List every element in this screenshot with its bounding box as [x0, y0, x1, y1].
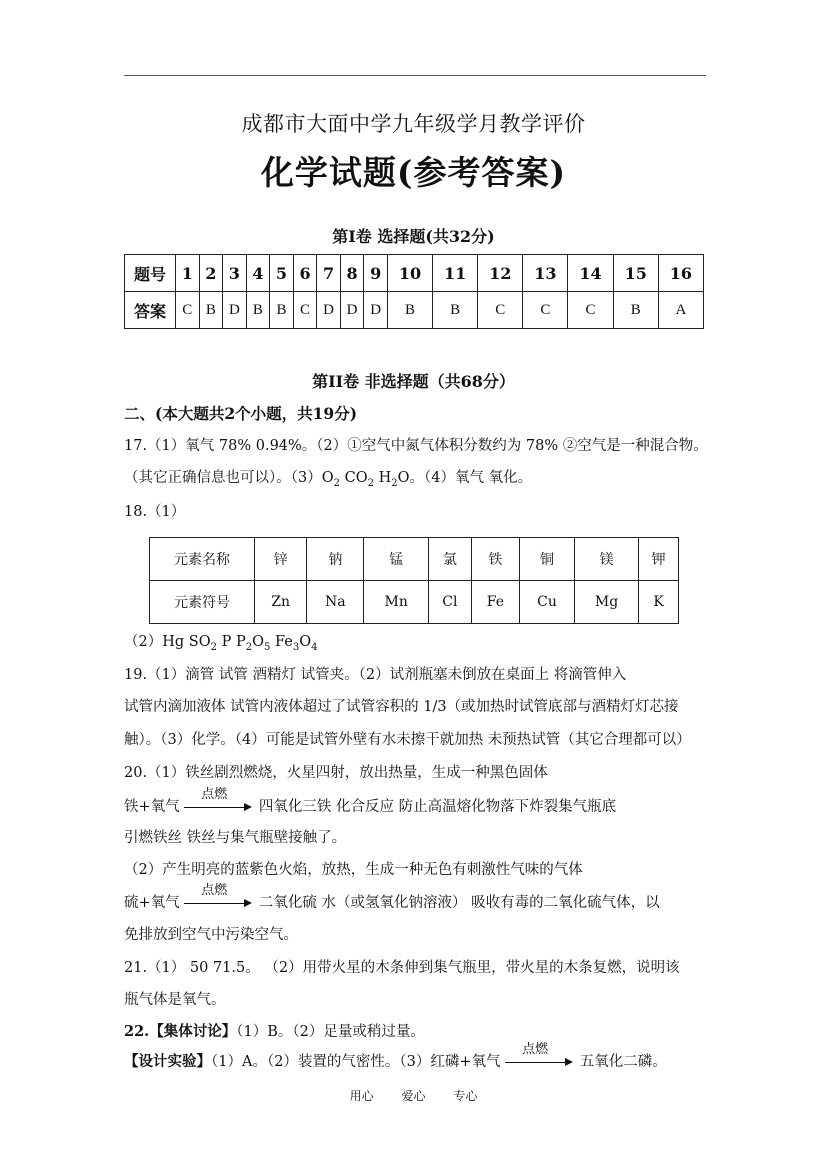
question-number: 14	[568, 255, 613, 292]
question-number: 3	[223, 255, 247, 292]
arrow-head-icon	[244, 899, 252, 907]
main-title: 化学试题(参考答案)	[260, 153, 567, 192]
answer-cell: C	[176, 292, 200, 329]
answer-cell: B	[246, 292, 270, 329]
element-name: 钾	[639, 538, 679, 581]
q18-text: O	[299, 634, 312, 650]
answer-row	[125, 292, 704, 329]
question-number: 9	[364, 255, 388, 292]
q18-text: O	[252, 634, 264, 650]
q22-text: 五氧化二磷。	[575, 1054, 667, 1070]
question-number: 4	[246, 255, 270, 292]
element-symbol-label: 元素符号	[150, 581, 255, 624]
subscript: 2	[210, 641, 217, 653]
answer-cell: B	[270, 292, 294, 329]
arrow-line	[184, 807, 248, 808]
q22-line2	[124, 1042, 667, 1071]
question-number: 2	[199, 255, 223, 292]
q17-text: O。（4）氧气 氧化。	[397, 470, 533, 486]
subscript: 2	[391, 477, 398, 489]
arrow-head-icon	[565, 1058, 573, 1066]
element-symbol: K	[639, 581, 679, 624]
question-number: 16	[658, 255, 703, 292]
element-symbol: Mn	[364, 581, 428, 624]
element-name-label: 元素名称	[150, 538, 255, 581]
answer-cell: C	[478, 292, 523, 329]
answer-cell: C	[523, 292, 568, 329]
arrow-label: 点燃	[201, 883, 228, 898]
answer-cell: B	[199, 292, 223, 329]
element-symbol: Na	[307, 581, 364, 624]
subscript: 3	[292, 641, 300, 653]
q18-label: 18.（1）	[124, 504, 186, 520]
section2-title: 二、(本大题共2个小题，共19分)	[124, 404, 358, 423]
q22-text: （1）B。（2）足量或稍过量。	[236, 1024, 425, 1040]
q20-line3: 引燃铁丝 铁丝与集气瓶壁接触了。	[124, 830, 347, 846]
answer-cell: C	[568, 292, 613, 329]
q17-text: （其它正确信息也可以）。（3）O	[124, 470, 334, 486]
page-footer	[0, 1087, 827, 1104]
q21-line2: 瓶气体是氧气。	[124, 992, 226, 1008]
element-symbol: Cu	[520, 581, 575, 624]
q17-text: H	[373, 470, 392, 486]
question-number: 6	[293, 255, 317, 292]
subscript: 4	[311, 641, 318, 653]
q18-text: （2）Hg SO	[124, 634, 211, 650]
ignite-arrow	[184, 787, 254, 813]
answer-row-label: 答案	[125, 292, 176, 329]
top-rule	[124, 75, 706, 76]
footer-item: 爱心	[401, 1089, 426, 1103]
element-name: 锰	[364, 538, 428, 581]
answer-cell: B	[433, 292, 478, 329]
school-title: 成都市大面中学九年级学月教学评价	[241, 112, 586, 136]
part1-title: 第Ⅰ卷 选择题(共32分)	[332, 227, 495, 246]
element-name: 钠	[307, 538, 364, 581]
element-symbol-row	[150, 581, 679, 624]
subscript: 2	[245, 641, 253, 653]
question-number: 7	[317, 255, 341, 292]
q20-text: 二氧化硫 水（或氢氧化钠溶液） 吸收有毒的二氧化硫气体，以	[254, 895, 660, 911]
q20-text: 硫+氧气	[124, 895, 185, 911]
question-number: 11	[433, 255, 478, 292]
q20-text: 铁+氧气	[124, 799, 185, 815]
q20-line4: （2）产生明亮的蓝紫色火焰，放热，生成一种无色有刺激性气味的气体	[124, 862, 583, 878]
element-name: 铁	[471, 538, 519, 581]
q19-line3: 触）。（3）化学。（4）可能是试管外壁有水未擦干就加热 未预热试管（其它合理都可以）	[124, 732, 691, 748]
answer-cell: B	[387, 292, 432, 329]
subscript: 5	[263, 641, 271, 653]
q20-line5	[124, 883, 660, 912]
element-name: 氯	[428, 538, 471, 581]
answer-cell: C	[293, 292, 317, 329]
q17-line1: 17.（1）氧气 78% 0.94%。（2）①空气中氮气体积分数约为 78% ②空气是一种混合物。	[124, 438, 708, 454]
footer-item: 专心	[453, 1089, 478, 1103]
arrow-label: 点燃	[522, 1042, 549, 1057]
element-table	[149, 537, 679, 624]
answer-cell: D	[223, 292, 247, 329]
q17-line2	[124, 466, 532, 489]
q18-text: Fe	[270, 634, 293, 650]
answer-cell: D	[317, 292, 341, 329]
element-name-row	[150, 538, 679, 581]
answer-cell: B	[613, 292, 658, 329]
answer-cell: D	[364, 292, 388, 329]
element-name: 镁	[574, 538, 638, 581]
arrow-head-icon	[244, 803, 252, 811]
number-row-label: 题号	[125, 255, 176, 292]
footer-item: 用心	[349, 1089, 374, 1103]
arrow-line	[505, 1062, 569, 1063]
q18-part2	[124, 630, 317, 653]
q22-text: （1）A。（2）装置的气密性。（3）红磷+氧气	[211, 1054, 506, 1070]
q22-line1	[124, 1020, 425, 1041]
q18-text: P P	[216, 634, 246, 650]
element-name: 铜	[520, 538, 575, 581]
element-symbol: Cl	[428, 581, 471, 624]
q22-heading: 【设计实验】	[124, 1053, 211, 1070]
ignite-arrow	[184, 883, 254, 909]
q20-line6: 免排放到空气中污染空气。	[124, 927, 298, 943]
part2-title: 第II卷 非选择题（共68分）	[312, 372, 515, 391]
question-number: 8	[340, 255, 364, 292]
q21-line1: 21.（1） 50 71.5。 （2）用带火星的木条伸到集气瓶里，带火星的木条复燃，说明该	[124, 960, 680, 976]
arrow-line	[184, 903, 248, 904]
arrow-label: 点燃	[201, 787, 228, 802]
answer-table	[124, 254, 704, 329]
question-number: 12	[478, 255, 523, 292]
question-number: 10	[387, 255, 432, 292]
element-symbol: Fe	[471, 581, 519, 624]
answer-cell: D	[340, 292, 364, 329]
q19-line1: 19.（1）滴管 试管 酒精灯 试管夹。（2）试剂瓶塞未倒放在桌面上 将滴管伸入	[124, 667, 627, 683]
q17-text: CO	[340, 470, 368, 486]
q19-line2: 试管内滴加液体 试管内液体超过了试管容积的 1/3（或加热时试管底部与酒精灯灯芯接	[124, 699, 679, 715]
question-number: 13	[523, 255, 568, 292]
answer-cell: A	[658, 292, 703, 329]
q20-line2	[124, 787, 617, 816]
ignite-arrow	[505, 1042, 575, 1068]
question-number: 1	[176, 255, 200, 292]
question-number: 15	[613, 255, 658, 292]
q22-heading: 22.【集体讨论】	[124, 1023, 237, 1040]
number-row	[125, 255, 704, 292]
element-symbol: Mg	[574, 581, 638, 624]
question-number: 5	[270, 255, 294, 292]
element-name: 锌	[255, 538, 307, 581]
subscript: 2	[333, 477, 340, 489]
q20-line1: 20.（1）铁丝剧烈燃烧，火星四射，放出热量，生成一种黑色固体	[124, 765, 548, 781]
element-symbol: Zn	[255, 581, 307, 624]
subscript: 2	[367, 477, 374, 489]
q20-text: 四氧化三铁 化合反应 防止高温熔化物落下炸裂集气瓶底	[254, 799, 617, 815]
